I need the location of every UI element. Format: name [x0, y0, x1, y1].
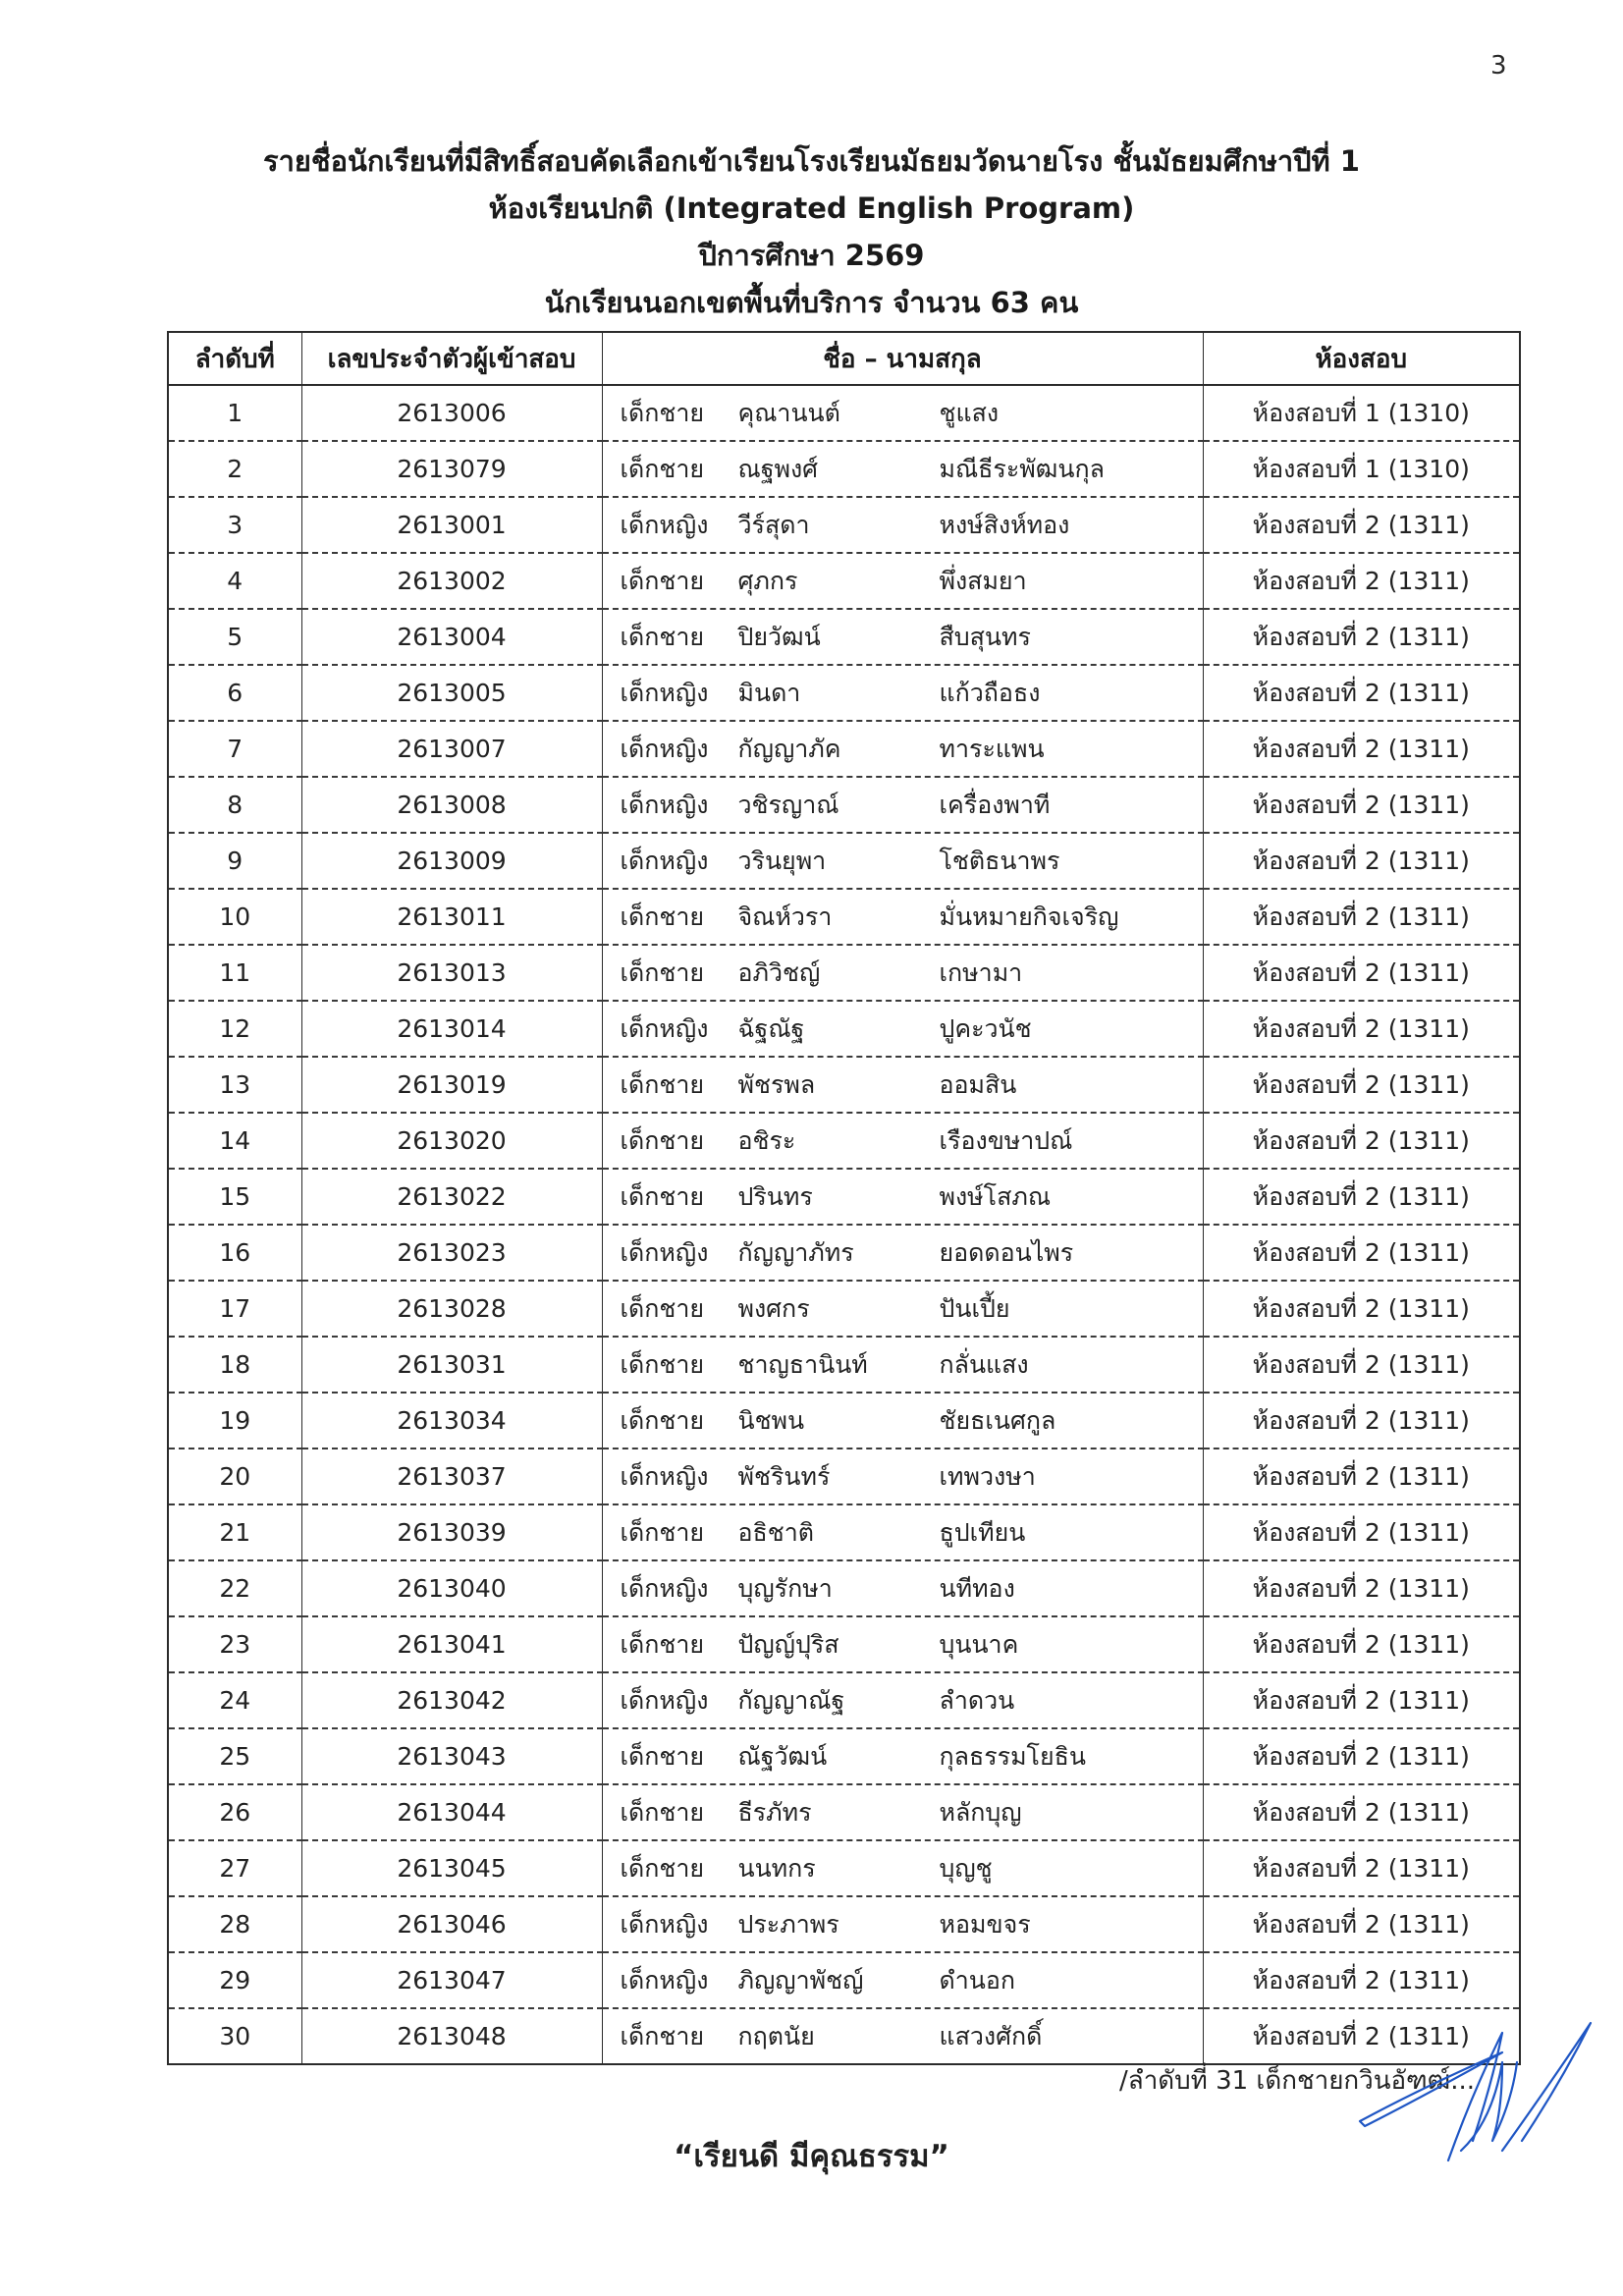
last-name: หอมขจร: [939, 1909, 1031, 1939]
table-row: [168, 1616, 1520, 1672]
name-prefix: เด็กชาย: [620, 1293, 705, 1323]
row-index: 23: [168, 1616, 301, 1672]
row-index: 20: [168, 1449, 301, 1504]
table-row: [168, 553, 1520, 609]
row-index: 28: [168, 1896, 301, 1952]
name-prefix: เด็กหญิง: [620, 734, 709, 763]
row-name: [602, 1672, 1203, 1728]
last-name: เครื่องพาที: [939, 790, 1051, 819]
table-row: [168, 665, 1520, 721]
row-exam-room: ห้องสอบที่ 2 (1311): [1203, 1449, 1520, 1504]
row-student-id: 2613020: [301, 1113, 602, 1169]
row-exam-room: ห้องสอบที่ 2 (1311): [1203, 1728, 1520, 1784]
row-index: 2: [168, 441, 301, 497]
row-exam-room: ห้องสอบที่ 2 (1311): [1203, 1169, 1520, 1225]
name-prefix: เด็กหญิง: [620, 678, 709, 707]
table-body: [168, 385, 1520, 2064]
row-exam-room: ห้องสอบที่ 2 (1311): [1203, 1896, 1520, 1952]
row-exam-room: ห้องสอบที่ 2 (1311): [1203, 1672, 1520, 1728]
row-name: [602, 1225, 1203, 1281]
first-name: ณฐพงศ์: [737, 454, 819, 483]
last-name: กุลธรรมโยธิน: [939, 1741, 1086, 1771]
row-index: 4: [168, 553, 301, 609]
row-index: 16: [168, 1225, 301, 1281]
last-name: ยอดดอนไพร: [939, 1237, 1074, 1267]
first-name: วรินยุพา: [737, 846, 827, 875]
row-index: 11: [168, 945, 301, 1001]
first-name: นนทกร: [737, 1853, 816, 1883]
name-prefix: เด็กชาย: [620, 902, 705, 931]
row-name: [602, 441, 1203, 497]
first-name: อชิระ: [737, 1125, 796, 1155]
row-exam-room: ห้องสอบที่ 2 (1311): [1203, 609, 1520, 665]
table-row: [168, 1281, 1520, 1337]
name-prefix: เด็กชาย: [620, 454, 705, 483]
row-index: 27: [168, 1840, 301, 1896]
name-prefix: เด็กหญิง: [620, 1965, 709, 1995]
row-student-id: 2613079: [301, 441, 602, 497]
row-exam-room: ห้องสอบที่ 2 (1311): [1203, 777, 1520, 833]
name-prefix: เด็กหญิง: [620, 1573, 709, 1603]
name-prefix: เด็กชาย: [620, 1853, 705, 1883]
last-name: มั่นหมายกิจเจริญ: [939, 902, 1119, 931]
row-name: [602, 1616, 1203, 1672]
table-row: [168, 1896, 1520, 1952]
first-name: พัชรพล: [737, 1069, 816, 1099]
table-row: [168, 1952, 1520, 2008]
row-index: 5: [168, 609, 301, 665]
row-student-id: 2613028: [301, 1281, 602, 1337]
name-prefix: เด็กชาย: [620, 1069, 705, 1099]
row-index: 29: [168, 1952, 301, 2008]
student-roster-table: [167, 331, 1521, 2065]
row-index: 10: [168, 889, 301, 945]
row-name: [602, 1393, 1203, 1449]
first-name: ศุภกร: [737, 566, 798, 595]
row-student-id: 2613002: [301, 553, 602, 609]
row-student-id: 2613042: [301, 1672, 602, 1728]
title-line-3: ปีการศึกษา 2569: [698, 239, 925, 272]
name-prefix: เด็กชาย: [620, 398, 705, 427]
row-index: 26: [168, 1784, 301, 1840]
first-name: ประภาพร: [737, 1909, 839, 1939]
table-row: [168, 1504, 1520, 1560]
row-name: [602, 609, 1203, 665]
table-row: [168, 385, 1520, 441]
table-row: [168, 833, 1520, 889]
row-student-id: 2613045: [301, 1840, 602, 1896]
table-row: [168, 1840, 1520, 1896]
row-student-id: 2613014: [301, 1001, 602, 1057]
table-row: [168, 1225, 1520, 1281]
school-motto: “เรียนดี มีคุณธรรม”: [674, 2139, 949, 2174]
row-name: [602, 1784, 1203, 1840]
row-index: 12: [168, 1001, 301, 1057]
first-name: คุณานนต์: [737, 398, 840, 427]
first-name: มินดา: [737, 678, 801, 707]
row-index: 21: [168, 1504, 301, 1560]
last-name: ชัยธเนศกูล: [939, 1405, 1056, 1435]
last-name: หลักบุญ: [939, 1797, 1022, 1827]
row-student-id: 2613011: [301, 889, 602, 945]
first-name: ณัฐวัฒน์: [737, 1741, 828, 1771]
table-row: [168, 1728, 1520, 1784]
row-name: [602, 721, 1203, 777]
name-prefix: เด็กหญิง: [620, 1909, 709, 1939]
table-header-row: [168, 332, 1520, 385]
first-name: ธีรภัทร: [737, 1797, 812, 1827]
name-prefix: เด็กหญิง: [620, 1013, 709, 1043]
table-row: [168, 1393, 1520, 1449]
document-title: [0, 137, 1623, 326]
row-name: [602, 665, 1203, 721]
table-row: [168, 1672, 1520, 1728]
last-name: บุญชู: [939, 1853, 993, 1883]
last-name: ชูแสง: [939, 398, 1000, 427]
row-exam-room: ห้องสอบที่ 2 (1311): [1203, 1057, 1520, 1113]
row-name: [602, 1113, 1203, 1169]
row-student-id: 2613046: [301, 1896, 602, 1952]
table-row: [168, 2008, 1520, 2064]
row-exam-room: ห้องสอบที่ 2 (1311): [1203, 1113, 1520, 1169]
table-row: [168, 721, 1520, 777]
row-name: [602, 1001, 1203, 1057]
header-name: ชื่อ – นามสกุล: [602, 332, 1203, 385]
first-name: ปัญญ์ปุริส: [737, 1629, 839, 1659]
first-name: ปรินทร: [737, 1181, 813, 1211]
row-exam-room: ห้องสอบที่ 2 (1311): [1203, 1281, 1520, 1337]
last-name: หงษ์สิงห์ทอง: [939, 510, 1070, 539]
table-row: [168, 777, 1520, 833]
name-prefix: เด็กหญิง: [620, 790, 709, 819]
row-student-id: 2613007: [301, 721, 602, 777]
row-index: 19: [168, 1393, 301, 1449]
table-row: [168, 1449, 1520, 1504]
row-student-id: 2613048: [301, 2008, 602, 2064]
first-name: ฉัฐณัฐ: [737, 1013, 805, 1043]
table-row: [168, 1337, 1520, 1393]
row-name: [602, 497, 1203, 553]
table-row: [168, 889, 1520, 945]
row-student-id: 2613041: [301, 1616, 602, 1672]
last-name: นทีทอง: [939, 1573, 1015, 1603]
row-name: [602, 1728, 1203, 1784]
table-row: [168, 1169, 1520, 1225]
row-student-id: 2613040: [301, 1560, 602, 1616]
row-student-id: 2613006: [301, 385, 602, 441]
row-exam-room: ห้องสอบที่ 2 (1311): [1203, 497, 1520, 553]
row-index: 6: [168, 665, 301, 721]
row-student-id: 2613019: [301, 1057, 602, 1113]
row-exam-room: ห้องสอบที่ 2 (1311): [1203, 1001, 1520, 1057]
row-student-id: 2613047: [301, 1952, 602, 2008]
row-name: [602, 889, 1203, 945]
header-room: ห้องสอบ: [1203, 332, 1520, 385]
name-prefix: เด็กหญิง: [620, 1461, 709, 1491]
name-prefix: เด็กชาย: [620, 1629, 705, 1659]
row-student-id: 2613005: [301, 665, 602, 721]
table-row: [168, 1001, 1520, 1057]
row-student-id: 2613037: [301, 1449, 602, 1504]
first-name: นิชพน: [737, 1405, 805, 1435]
row-name: [602, 1449, 1203, 1504]
last-name: ทาระแพน: [939, 734, 1045, 763]
first-name: กัญญาณัฐ: [737, 1685, 845, 1715]
row-student-id: 2613001: [301, 497, 602, 553]
last-name: เกษามา: [939, 957, 1023, 987]
last-name: ดำนอก: [939, 1965, 1016, 1995]
row-exam-room: ห้องสอบที่ 2 (1311): [1203, 1616, 1520, 1672]
name-prefix: เด็กชาย: [620, 1405, 705, 1435]
title-line-4: นักเรียนนอกเขตพื้นที่บริการ จำนวน 63 คน: [544, 286, 1079, 319]
row-index: 8: [168, 777, 301, 833]
table-row: [168, 945, 1520, 1001]
row-exam-room: ห้องสอบที่ 2 (1311): [1203, 665, 1520, 721]
table-row: [168, 1113, 1520, 1169]
name-prefix: เด็กชาย: [620, 1349, 705, 1379]
first-name: ภิญญาพัชญ์: [737, 1965, 864, 1995]
row-exam-room: ห้องสอบที่ 2 (1311): [1203, 889, 1520, 945]
row-student-id: 2613004: [301, 609, 602, 665]
table-row: [168, 609, 1520, 665]
first-name: กัญญาภัทร: [737, 1237, 854, 1267]
row-index: 3: [168, 497, 301, 553]
row-exam-room: ห้องสอบที่ 2 (1311): [1203, 833, 1520, 889]
name-prefix: เด็กชาย: [620, 2021, 705, 2050]
row-exam-room: ห้องสอบที่ 2 (1311): [1203, 945, 1520, 1001]
last-name: กลั่นแสง: [939, 1349, 1029, 1379]
row-exam-room: ห้องสอบที่ 2 (1311): [1203, 1952, 1520, 2008]
row-student-id: 2613013: [301, 945, 602, 1001]
name-prefix: เด็กชาย: [620, 1181, 705, 1211]
row-name: [602, 385, 1203, 441]
row-name: [602, 1057, 1203, 1113]
row-student-id: 2613039: [301, 1504, 602, 1560]
title-line-1: รายชื่อนักเรียนที่มีสิทธิ์สอบคัดเลือกเข้าเรียนโรงเรียนมัธยมวัดนายโรง ชั้นมัธยมศึกษาปีที่ 1: [263, 144, 1360, 178]
row-exam-room: ห้องสอบที่ 2 (1311): [1203, 553, 1520, 609]
row-student-id: 2613034: [301, 1393, 602, 1449]
row-exam-room: ห้องสอบที่ 1 (1310): [1203, 441, 1520, 497]
name-prefix: เด็กหญิง: [620, 846, 709, 875]
row-exam-room: ห้องสอบที่ 2 (1311): [1203, 1840, 1520, 1896]
row-student-id: 2613009: [301, 833, 602, 889]
name-prefix: เด็กชาย: [620, 1797, 705, 1827]
row-name: [602, 1337, 1203, 1393]
continuation-note: /ลำดับที่ 31 เด็กชายกวินอัฑฒ์...: [1119, 2066, 1476, 2096]
row-student-id: 2613022: [301, 1169, 602, 1225]
last-name: ปันเปี้ย: [939, 1293, 1010, 1323]
name-prefix: เด็กชาย: [620, 1125, 705, 1155]
row-student-id: 2613008: [301, 777, 602, 833]
last-name: แก้วถือธง: [939, 678, 1041, 707]
row-index: 17: [168, 1281, 301, 1337]
row-name: [602, 1952, 1203, 2008]
name-prefix: เด็กชาย: [620, 566, 705, 595]
first-name: ชาญธานินท์: [737, 1349, 868, 1379]
last-name: พึ่งสมยา: [939, 566, 1027, 595]
row-name: [602, 1840, 1203, 1896]
first-name: พงศกร: [737, 1293, 810, 1323]
header-index: ลำดับที่: [168, 332, 301, 385]
last-name: ธูปเทียน: [939, 1517, 1026, 1547]
row-index: 7: [168, 721, 301, 777]
row-student-id: 2613031: [301, 1337, 602, 1393]
last-name: เรืองขษาปณ์: [939, 1125, 1073, 1155]
table-row: [168, 1784, 1520, 1840]
row-student-id: 2613043: [301, 1728, 602, 1784]
row-exam-room: ห้องสอบที่ 2 (1311): [1203, 1560, 1520, 1616]
row-index: 9: [168, 833, 301, 889]
row-exam-room: ห้องสอบที่ 2 (1311): [1203, 1337, 1520, 1393]
first-name: กฤตนัย: [737, 2021, 815, 2050]
row-index: 22: [168, 1560, 301, 1616]
row-name: [602, 777, 1203, 833]
row-student-id: 2613023: [301, 1225, 602, 1281]
last-name: เทพวงษา: [939, 1461, 1036, 1491]
row-index: 24: [168, 1672, 301, 1728]
row-name: [602, 1504, 1203, 1560]
row-index: 18: [168, 1337, 301, 1393]
last-name: โชติธนาพร: [939, 846, 1060, 875]
last-name: ปูคะวนัช: [939, 1013, 1032, 1043]
name-prefix: เด็กหญิง: [620, 510, 709, 539]
row-student-id: 2613044: [301, 1784, 602, 1840]
name-prefix: เด็กชาย: [620, 1741, 705, 1771]
row-index: 25: [168, 1728, 301, 1784]
row-index: 30: [168, 2008, 301, 2064]
row-name: [602, 2008, 1203, 2064]
row-name: [602, 833, 1203, 889]
row-exam-room: ห้องสอบที่ 1 (1310): [1203, 385, 1520, 441]
first-name: กัญญาภัค: [737, 734, 841, 763]
first-name: อธิชาติ: [737, 1517, 815, 1547]
last-name: บุนนาค: [939, 1629, 1019, 1659]
row-index: 15: [168, 1169, 301, 1225]
first-name: วีร์สุดา: [737, 510, 810, 539]
first-name: อภิวิชญ์: [737, 957, 821, 987]
name-prefix: เด็กชาย: [620, 957, 705, 987]
last-name: ออมสิน: [939, 1069, 1017, 1099]
table-row: [168, 497, 1520, 553]
row-name: [602, 1169, 1203, 1225]
row-exam-room: ห้องสอบที่ 2 (1311): [1203, 1504, 1520, 1560]
page-number: 3: [1490, 51, 1507, 81]
title-line-2: ห้องเรียนปกติ (Integrated English Program): [488, 191, 1135, 225]
row-exam-room: ห้องสอบที่ 2 (1311): [1203, 1393, 1520, 1449]
first-name: พัชรินทร์: [737, 1461, 831, 1491]
first-name: ปิยวัฒน์: [737, 622, 821, 651]
row-exam-room: ห้องสอบที่ 2 (1311): [1203, 2008, 1520, 2064]
name-prefix: เด็กชาย: [620, 622, 705, 651]
header-student-id: เลขประจำตัวผู้เข้าสอบ: [301, 332, 602, 385]
name-prefix: เด็กหญิง: [620, 1237, 709, 1267]
last-name: มณีธีระพัฒนกุล: [939, 454, 1105, 483]
name-prefix: เด็กชาย: [620, 1517, 705, 1547]
first-name: วชิรญาณ์: [737, 790, 839, 819]
row-name: [602, 1560, 1203, 1616]
table-row: [168, 1057, 1520, 1113]
row-name: [602, 1896, 1203, 1952]
row-index: 1: [168, 385, 301, 441]
table-row: [168, 1560, 1520, 1616]
row-name: [602, 945, 1203, 1001]
row-exam-room: ห้องสอบที่ 2 (1311): [1203, 1225, 1520, 1281]
last-name: ลำดวน: [939, 1685, 1015, 1715]
last-name: พงษ์โสภณ: [939, 1181, 1052, 1211]
row-name: [602, 1281, 1203, 1337]
first-name: จิณห์วรา: [737, 902, 833, 931]
row-index: 13: [168, 1057, 301, 1113]
last-name: แสวงศักดิ์: [939, 2021, 1043, 2050]
first-name: บุญรักษา: [737, 1573, 833, 1603]
table-row: [168, 441, 1520, 497]
name-prefix: เด็กหญิง: [620, 1685, 709, 1715]
row-name: [602, 553, 1203, 609]
last-name: สืบสุนทร: [939, 622, 1031, 651]
row-exam-room: ห้องสอบที่ 2 (1311): [1203, 721, 1520, 777]
row-index: 14: [168, 1113, 301, 1169]
row-exam-room: ห้องสอบที่ 2 (1311): [1203, 1784, 1520, 1840]
